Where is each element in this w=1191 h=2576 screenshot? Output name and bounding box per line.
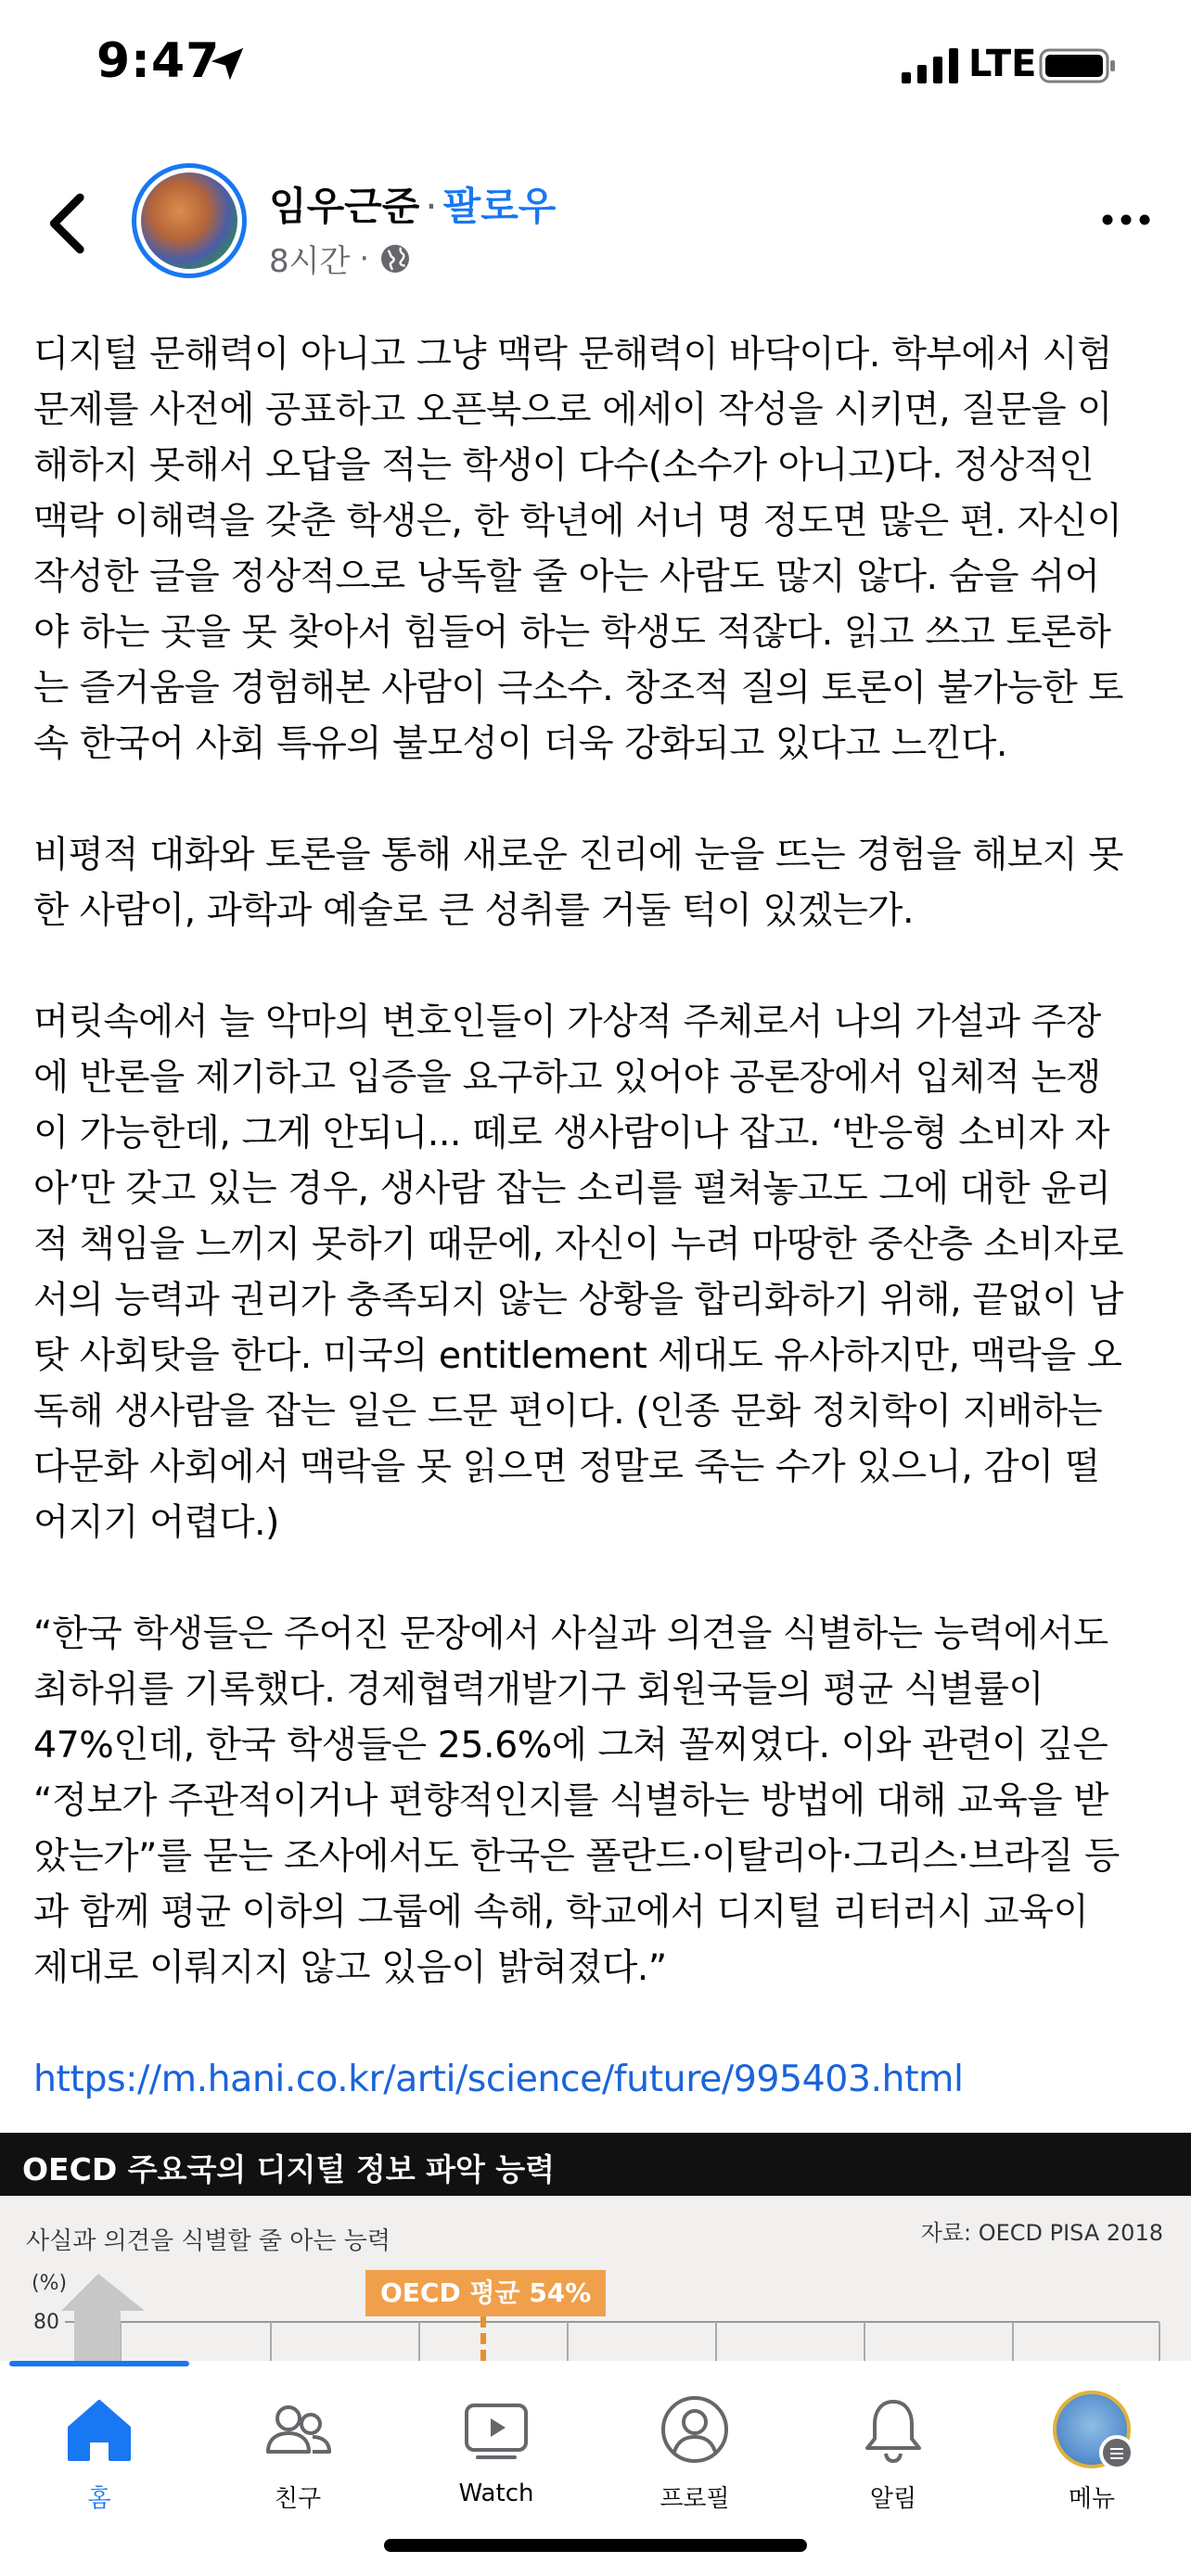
network-type: LTE xyxy=(968,43,1037,85)
back-arrow-icon[interactable] xyxy=(41,191,96,256)
tab-label: 홈 xyxy=(87,2485,111,2513)
bell-icon xyxy=(854,2391,932,2468)
home-indicator xyxy=(384,2539,807,2552)
preview-chart-area xyxy=(0,2196,1191,2361)
status-time: 9:47 xyxy=(96,33,221,89)
author-name[interactable]: 임우근준 xyxy=(269,184,420,229)
post-time[interactable]: 8시간 xyxy=(269,243,351,280)
tab-label: Watch xyxy=(458,2480,534,2507)
status-bar xyxy=(0,0,1191,139)
tab-home[interactable] xyxy=(0,2379,198,2519)
tab-profile[interactable] xyxy=(596,2379,794,2519)
article-link[interactable]: https://m.hani.co.kr/arti/science/future/995403.html xyxy=(33,2058,964,2100)
post-paragraph: “한국 학생들은 주어진 문장에서 사실과 의견을 식별하는 능력에서도 최하위를 기록했다. 경제협력개발기구 회원국들의 평균 식별률이 47%인데, 한국 학생들은 25.6%에 그쳐 꼴찌였다. 이와 관련이 깊은 “정보가 주관적이거나 편향적인지를 식별하는 방법에 대해 교육을 받 았는가”를 묻는 조사에서도 한국은 폴란드·이탈리아·그리스·브라질 등 과 함께 평균 이하의 그룹에 속해, 학교에서 디지털 리터러시 교육이 제대로 이뤄지지 않고 있음이 밝혀졌다.” xyxy=(33,1613,1120,1989)
preview-unit: (%) xyxy=(32,2272,68,2295)
post-paragraph: 비평적 대화와 토론을 통해 새로운 진리에 눈을 뜨는 경험을 해보지 못 한 사람이, 과학과 예술로 큰 성취를 거둘 턱이 있겠는가. xyxy=(33,834,1123,932)
battery-icon xyxy=(1039,48,1117,83)
globe-icon xyxy=(378,242,412,275)
location-arrow-icon xyxy=(206,43,249,85)
tab-label: 친구 xyxy=(274,2485,322,2513)
author-separator: · xyxy=(425,184,438,229)
avatar-image xyxy=(141,172,237,269)
watch-icon xyxy=(457,2391,535,2468)
post-body xyxy=(33,326,1161,2107)
friends-icon xyxy=(259,2391,337,2468)
active-tab-indicator xyxy=(9,2361,189,2366)
preview-tick: 80 xyxy=(33,2311,59,2334)
tab-label: 알림 xyxy=(869,2485,917,2513)
link-preview-image[interactable] xyxy=(0,2133,1191,2361)
post-paragraph: 머릿속에서 늘 악마의 변호인들이 가상적 주체로서 나의 가설과 주장 에 반론을 제기하고 입증을 요구하고 있어야 공론장에서 입체적 논쟁 이 가능한데, 그게 안되니... 떼로 생사람이나 잡고. ‘반응형 소비자 자 아’만 갖고 있는 경우, 생사람 잡는 소리를 펼쳐놓고도 그에 대한 윤리 적 책임을 느끼지 못하기 때문에, 자신이 누려 마땅한 중산층 소비자로 서의 능력과 권리가 충족되지 않는 상황을 합리화하기 위해, 끝없이 남 탓 사회탓을 한다. 미국의 entitlement 세대도 유사하지만, 맥락을 오 독해 생사람을 잡는 일은 드문 편이다. (인종 문화 정치학이 지배하는 다문화 사회에서 맥락을 못 읽으면 정말로 죽는 수가 있으니, 감이 떨 어지기 어렵다.) xyxy=(33,1001,1123,1544)
axis-arrow-icon xyxy=(61,2274,154,2361)
meta-separator: · xyxy=(359,239,370,277)
menu-avatar xyxy=(1053,2391,1131,2468)
signal-icon xyxy=(902,48,961,83)
post-meta xyxy=(269,236,412,281)
oecd-average-badge: OECD 평균 54% xyxy=(365,2270,606,2316)
tab-menu[interactable] xyxy=(992,2379,1191,2519)
more-options-icon[interactable] xyxy=(1098,206,1154,234)
follow-button[interactable]: 팔로우 xyxy=(442,184,557,229)
tab-friends[interactable] xyxy=(198,2379,397,2519)
author-line xyxy=(269,176,556,232)
post-header xyxy=(0,158,1191,297)
tab-notifications[interactable] xyxy=(794,2379,992,2519)
tab-label: 프로필 xyxy=(660,2485,730,2513)
home-icon xyxy=(60,2391,138,2468)
preview-title: OECD 주요국의 디지털 정보 파악 능력 xyxy=(22,2151,556,2187)
post-paragraph: 디지털 문해력이 아니고 그냥 맥락 문해력이 바닥이다. 학부에서 시험 문제를 사전에 공표하고 오픈북으로 에세이 작성을 시키면, 질문을 이 해하지 못해서 오답을 적는 학생이 다수(소수가 아니고)다. 정상적인 맥락 이해력을 갖춘 학생은, 한 학년에 서너 명 정도면 많은 편. 자신이 작성한 글을 정상적으로 낭독할 줄 아는 사람도 많지 않다. 숨을 쉬어 야 하는 곳을 못 찾아서 힘들어 하는 학생도 적잖다. 읽고 쓰고 토론하 는 즐거움을 경험해본 사람이 극소수. 창조적 질의 토론이 불가능한 토 속 한국어 사회 특유의 불모성이 더욱 강화되고 있다고 느낀다. xyxy=(33,333,1123,765)
profile-icon xyxy=(656,2391,734,2468)
menu-lines-icon xyxy=(1099,2435,1134,2470)
author-avatar[interactable] xyxy=(132,163,247,278)
preview-subtitle: 사실과 의견을 식별할 줄 아는 능력 xyxy=(26,2227,391,2255)
tab-label: 메뉴 xyxy=(1068,2485,1116,2513)
oecd-average-line xyxy=(480,2316,486,2361)
preview-source: 자료: OECD PISA 2018 xyxy=(920,2220,1163,2246)
tab-watch[interactable] xyxy=(397,2379,596,2519)
preview-title-bar xyxy=(0,2133,1191,2196)
